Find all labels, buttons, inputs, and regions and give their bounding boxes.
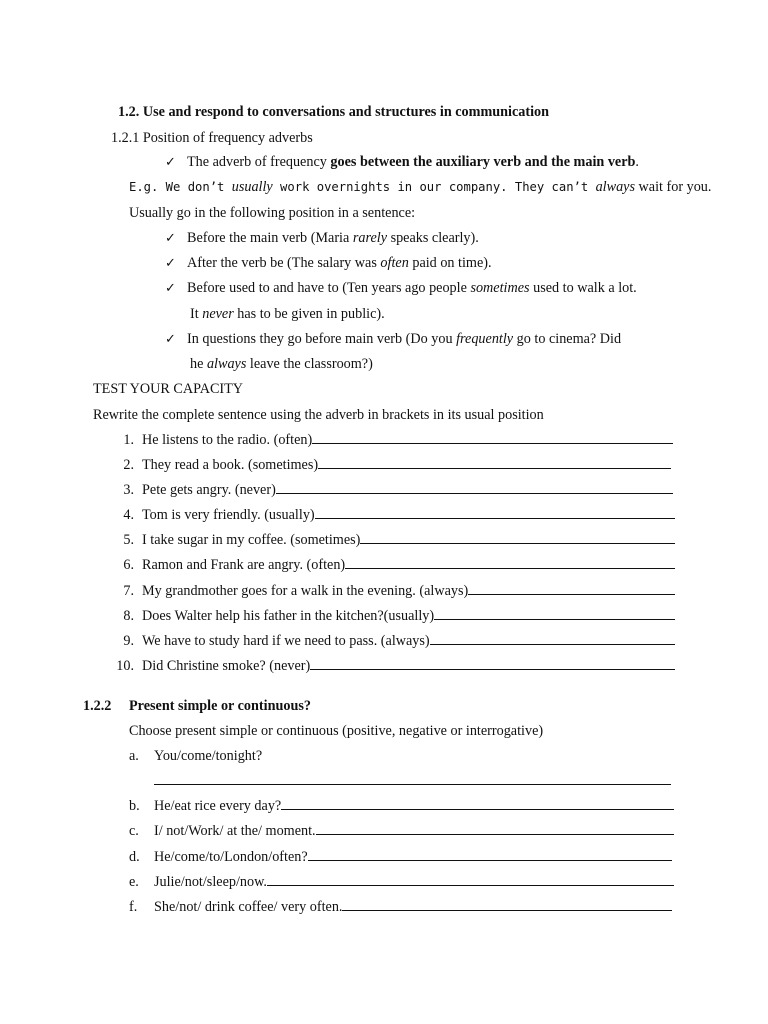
list-item xyxy=(110,456,671,474)
item-prompt: He listens to the radio. (often) xyxy=(142,432,313,448)
answer-blank[interactable] xyxy=(430,632,675,645)
position-text: In questions they go before main verb (Do you xyxy=(187,331,457,347)
position-text: speaks clearly). xyxy=(387,230,479,246)
item-prompt: Pete gets angry. (never) xyxy=(142,482,276,498)
example-text: wait for you. xyxy=(635,179,712,195)
section-heading: 1.2. Use and respond to conversations and structures in communication xyxy=(118,104,550,120)
position-text: Before used to and have to (Ten years ago people xyxy=(187,280,471,296)
item-number: 1. xyxy=(123,432,134,448)
answer-blank[interactable] xyxy=(315,506,675,519)
item-prompt: My grandmother goes for a walk in the evening. (always) xyxy=(142,583,469,599)
position-text: It xyxy=(190,306,203,322)
answer-blank[interactable] xyxy=(360,531,675,544)
item-prompt: He/come/to/London/often? xyxy=(154,849,308,865)
section-number: 1.2.2 xyxy=(83,698,112,714)
check-mark-icon: ✓ xyxy=(165,332,176,347)
list-item-answer xyxy=(154,772,671,785)
item-letter: e. xyxy=(129,874,139,890)
section-instruction: Choose present simple or continuous (positive, negative or interrogative) xyxy=(129,723,544,739)
item-number: 7. xyxy=(123,583,134,599)
list-item xyxy=(110,607,675,625)
check-mark-icon: ✓ xyxy=(165,256,176,271)
position-item xyxy=(165,330,621,349)
list-item xyxy=(129,873,674,891)
answer-blank[interactable] xyxy=(434,607,675,620)
list-item xyxy=(129,797,674,815)
item-number: 4. xyxy=(123,507,134,523)
sub-heading: 1.2.1 Position of frequency adverbs xyxy=(111,130,313,146)
item-prompt: I/ not/Work/ at the/ moment. xyxy=(154,823,316,839)
list-item xyxy=(110,556,675,574)
item-prompt: They read a book. (sometimes) xyxy=(142,457,319,473)
test-instruction: Rewrite the complete sentence using the adverb in brackets in its usual position xyxy=(93,407,544,423)
answer-blank[interactable] xyxy=(267,873,674,886)
item-prompt: He/eat rice every day? xyxy=(154,798,282,814)
example-adverb: always xyxy=(595,179,635,195)
position-text: Before the main verb (Maria xyxy=(187,230,353,246)
list-item xyxy=(110,531,675,549)
item-prompt: You/come/tonight? xyxy=(154,748,263,764)
answer-blank[interactable] xyxy=(281,797,674,810)
position-text: has to be given in public). xyxy=(233,306,385,322)
rule-period: . xyxy=(635,154,639,170)
position-adverb: always xyxy=(206,356,247,372)
position-text: After the verb be (The salary was xyxy=(187,255,381,271)
position-text: he xyxy=(190,356,207,372)
list-item xyxy=(110,481,673,499)
answer-blank[interactable] xyxy=(318,456,671,469)
item-number: 8. xyxy=(123,608,134,624)
answer-blank[interactable] xyxy=(276,481,673,494)
item-prompt: Julie/not/sleep/now. xyxy=(154,874,267,890)
answer-blank[interactable] xyxy=(345,556,675,569)
check-mark-icon: ✓ xyxy=(165,231,176,246)
rule-text: The adverb of frequency xyxy=(187,154,331,170)
section-heading xyxy=(83,697,311,715)
example-text: E.g. We don’t xyxy=(129,180,232,194)
example-text: work overnights in our company. They can’t xyxy=(272,180,596,194)
position-text: leave the classroom?) xyxy=(246,356,373,372)
position-item xyxy=(165,279,637,298)
item-number: 6. xyxy=(123,557,134,573)
list-item xyxy=(110,632,675,650)
answer-blank[interactable] xyxy=(308,848,672,861)
rule-bold-text: goes between the auxiliary verb and the main verb xyxy=(330,154,636,170)
answer-blank[interactable] xyxy=(316,822,674,835)
item-number: 5. xyxy=(123,532,134,548)
position-item xyxy=(165,254,492,273)
test-title: TEST YOUR CAPACITY xyxy=(93,381,244,397)
check-mark-icon: ✓ xyxy=(165,155,176,170)
position-adverb: frequently xyxy=(456,331,514,347)
position-adverb: often xyxy=(380,255,409,271)
item-prompt: We have to study hard if we need to pass. (always) xyxy=(142,633,430,649)
item-prompt: Did Christine smoke? (never) xyxy=(142,658,311,674)
position-adverb: never xyxy=(202,306,234,322)
item-prompt: Ramon and Frank are angry. (often) xyxy=(142,557,346,573)
list-item xyxy=(110,582,675,600)
list-item xyxy=(129,822,674,840)
answer-blank[interactable] xyxy=(342,898,672,911)
position-adverb: sometimes xyxy=(470,280,530,296)
list-item xyxy=(129,898,672,916)
list-item xyxy=(110,506,675,524)
item-number: 10. xyxy=(116,658,134,674)
example-line xyxy=(129,178,711,196)
item-letter: a. xyxy=(129,748,139,764)
example-adverb: usually xyxy=(231,179,273,195)
section-title: Present simple or continuous? xyxy=(129,698,311,714)
item-letter: d. xyxy=(129,849,140,865)
rule-line xyxy=(165,153,639,172)
item-prompt: Tom is very friendly. (usually) xyxy=(142,507,315,523)
position-item xyxy=(165,229,479,248)
check-mark-icon: ✓ xyxy=(165,281,176,296)
item-number: 2. xyxy=(123,457,134,473)
answer-blank[interactable] xyxy=(154,772,671,785)
usually-line: Usually go in the following position in a sentence: xyxy=(129,205,416,221)
list-item xyxy=(110,657,675,675)
item-prompt: Does Walter help his father in the kitchen?(usually) xyxy=(142,608,435,624)
position-item-continued xyxy=(190,305,385,323)
list-item xyxy=(110,431,673,449)
item-number: 9. xyxy=(123,633,134,649)
list-item xyxy=(129,747,262,765)
item-prompt: She/not/ drink coffee/ very often. xyxy=(154,899,343,915)
position-text: used to walk a lot. xyxy=(529,280,637,296)
item-letter: b. xyxy=(129,798,140,814)
item-number: 3. xyxy=(123,482,134,498)
item-letter: f. xyxy=(129,899,138,915)
position-item-continued xyxy=(190,355,373,373)
position-text: go to cinema? Did xyxy=(513,331,622,347)
item-prompt: I take sugar in my coffee. (sometimes) xyxy=(142,532,361,548)
list-item xyxy=(129,848,672,866)
answer-blank[interactable] xyxy=(312,431,673,444)
position-adverb: rarely xyxy=(352,230,388,246)
item-letter: c. xyxy=(129,823,139,839)
answer-blank[interactable] xyxy=(310,657,675,670)
answer-blank[interactable] xyxy=(468,582,675,595)
position-text: paid on time). xyxy=(408,255,492,271)
